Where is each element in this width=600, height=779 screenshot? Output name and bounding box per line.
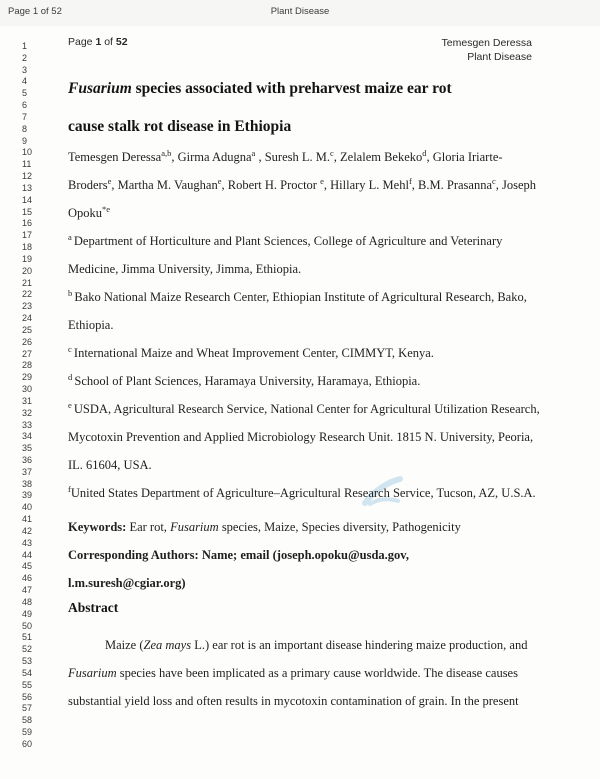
text-line: substantial yield loss and often results in mycotoxin contamination of grain. In the present xyxy=(68,694,519,708)
line-number: 34 xyxy=(22,431,33,442)
line-number: 23 xyxy=(22,301,33,312)
line-number: 31 xyxy=(22,395,33,406)
line-number: 44 xyxy=(22,549,33,560)
text-line: Corresponding Authors: Name; email (joseph.opoku@usda.gov, xyxy=(68,548,409,562)
text-line: Mycotoxin Prevention and Applied Microbiology Research Unit. 1815 N. University, Peoria, xyxy=(68,430,534,444)
text-line: Medicine, Jimma University, Jimma, Ethiopia. xyxy=(68,262,302,276)
text-line: $^c$ International Maize and Wheat Improvement Center, CIMMYT, Kenya. xyxy=(68,343,434,360)
affiliation-c xyxy=(68,339,538,367)
line-number: 11 xyxy=(22,159,32,170)
page-header-journal: Plant Disease xyxy=(467,51,532,63)
line-number: 40 xyxy=(22,502,33,513)
line-number: 29 xyxy=(22,372,33,383)
text-line: $^b$ Bako National Maize Research Center, Ethiopian Institute of Agricultural Research, Bako, xyxy=(68,287,527,304)
line-number: 60 xyxy=(22,738,33,749)
text-line: Ethiopia. xyxy=(68,318,114,332)
line-number: 46 xyxy=(22,573,33,584)
affiliation-f xyxy=(68,479,538,507)
line-number: 49 xyxy=(22,608,33,619)
line-number: 7 xyxy=(22,111,28,122)
viewer-journal-title: Plant Disease xyxy=(270,6,330,17)
line-number: 22 xyxy=(22,289,33,300)
text-line: Fusarium species associated with preharvest maize ear rot xyxy=(68,80,452,97)
line-number: 52 xyxy=(22,644,33,655)
text-line: IL. 61604, USA. xyxy=(68,458,152,472)
line-number: 35 xyxy=(22,443,33,454)
line-number: 58 xyxy=(22,715,33,726)
line-number: 8 xyxy=(22,123,28,134)
text-line: $^f$United States Department of Agriculture–Agricultural Research Service, Tucson, AZ, U.S.A. xyxy=(68,483,536,500)
page-header-page-number: Page 1 of 52 xyxy=(68,36,128,48)
line-number: 33 xyxy=(22,419,33,430)
line-number: 39 xyxy=(22,490,33,501)
line-number: 37 xyxy=(22,466,33,477)
line-number: 50 xyxy=(22,620,33,631)
article-title xyxy=(68,70,538,146)
line-number: 18 xyxy=(22,242,33,253)
line-number: 3 xyxy=(22,64,28,75)
line-number: 25 xyxy=(22,324,33,335)
line-number: 45 xyxy=(22,561,33,572)
line-number: 53 xyxy=(22,656,33,667)
line-number: 55 xyxy=(22,679,33,690)
keywords-line: Keywords: Ear rot, Fusarium species, Maize, Species diversity, Pathogenicity xyxy=(68,520,461,534)
line-number: 48 xyxy=(22,596,33,607)
line-number: 4 xyxy=(22,76,28,87)
text-line: Fusarium species have been implicated as a primary cause worldwide. The disease causes xyxy=(68,666,518,680)
viewer-header xyxy=(0,0,600,26)
line-number: 36 xyxy=(22,454,33,465)
line-number: 38 xyxy=(22,478,33,489)
line-number: 15 xyxy=(22,206,33,217)
line-number: 27 xyxy=(22,348,33,359)
text-line: $^a$ Department of Horticulture and Plant Sciences, College of Agriculture and Veterinary xyxy=(68,231,503,248)
line-number-column xyxy=(22,41,32,751)
line-number: 41 xyxy=(22,514,33,525)
line-number: 16 xyxy=(22,218,33,229)
text-line: Maize (Zea mays L.) ear rot is an important disease hindering maize production, and xyxy=(105,638,528,652)
line-number: 10 xyxy=(22,147,33,158)
text-line: Broders$^e$, Martha M. Vaughan$^e$, Robert H. Proctor $^e$, Hillary L. Mehl$^f$, B.M. Prasanna$^c$, Joseph xyxy=(68,175,537,192)
line-number: 56 xyxy=(22,691,33,702)
viewer-page-indicator: Page 1 of 52 xyxy=(8,6,62,17)
line-number: 43 xyxy=(22,537,33,548)
text-line: cause stalk rot disease in Ethiopia xyxy=(68,118,292,135)
line-number: 5 xyxy=(22,88,28,99)
author-list xyxy=(68,143,538,227)
line-number: 13 xyxy=(22,182,33,193)
text-line: l.m.suresh@cgiar.org) xyxy=(68,576,186,590)
affiliation-b xyxy=(68,283,538,339)
line-number: 6 xyxy=(22,100,28,111)
affiliation-a xyxy=(68,227,538,283)
abstract-paragraph xyxy=(68,631,538,715)
line-number: 12 xyxy=(22,171,33,182)
line-number: 21 xyxy=(22,277,33,288)
line-number: 28 xyxy=(22,360,33,371)
line-number: 26 xyxy=(22,336,33,347)
line-number: 32 xyxy=(22,407,33,418)
line-number: 9 xyxy=(22,135,28,146)
line-number: 1 xyxy=(22,41,28,51)
line-number: 59 xyxy=(22,727,33,738)
line-number: 51 xyxy=(22,632,33,643)
line-number: 20 xyxy=(22,265,33,276)
page-header-right xyxy=(442,36,532,64)
text-line: $^e$ USDA, Agricultural Research Service, National Center for Agricultural Utilization Research, xyxy=(68,399,540,416)
line-number: 19 xyxy=(22,253,33,264)
line-number: 17 xyxy=(22,230,33,241)
line-number: 2 xyxy=(22,52,28,63)
line-number: 54 xyxy=(22,667,33,678)
line-number: 57 xyxy=(22,703,33,714)
line-number: 24 xyxy=(22,313,33,324)
text-line: $^d$ School of Plant Sciences, Haramaya University, Haramaya, Ethiopia. xyxy=(68,371,421,388)
text-line: Temesgen Deressa$^{a,b}$, Girma Adugna$^a$ , Suresh L. M.$^c$, Zelalem Bekeko$^d$, Gloria Iriarte- xyxy=(68,147,503,164)
abstract-heading: Abstract xyxy=(68,600,119,615)
line-number: 47 xyxy=(22,585,33,596)
line-number: 42 xyxy=(22,525,33,536)
text-line: Opoku$^{*e}$ xyxy=(68,203,111,220)
line-number: 14 xyxy=(22,194,33,205)
corresponding-authors xyxy=(68,541,538,597)
page-header-author: Temesgen Deressa xyxy=(441,37,532,49)
affiliation-d xyxy=(68,367,538,395)
line-number: 30 xyxy=(22,384,33,395)
affiliation-e xyxy=(68,395,538,479)
